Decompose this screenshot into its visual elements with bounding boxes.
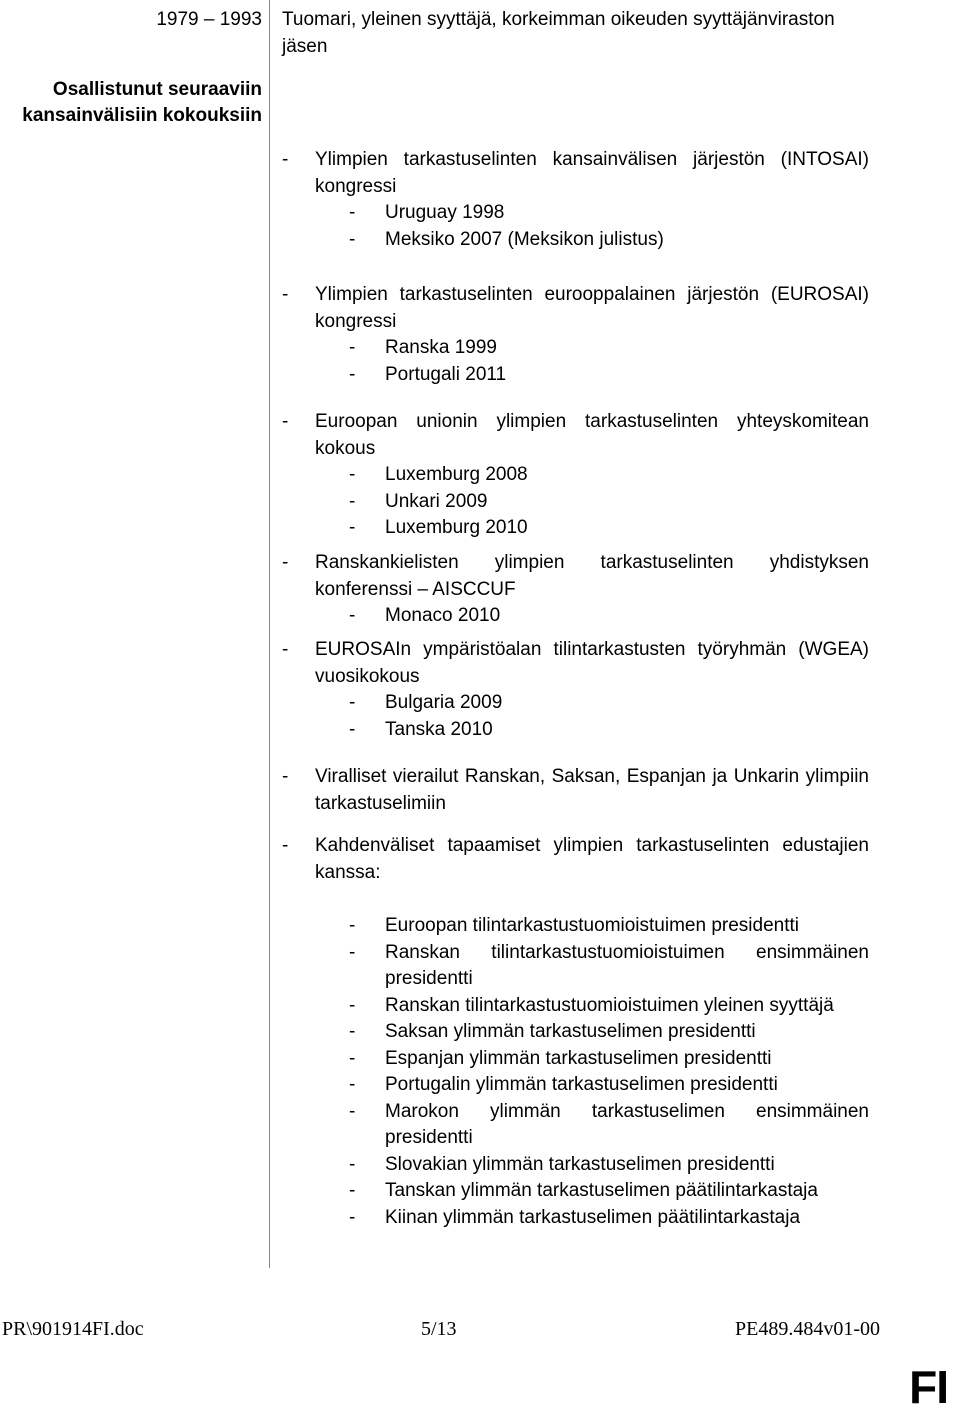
list-item: - Slovakian ylimmän tarkastuselimen presidentti bbox=[282, 1152, 869, 1179]
list-item: - Uruguay 1998 bbox=[282, 200, 869, 227]
footer-page-number: 5/13 bbox=[421, 1318, 457, 1340]
list-item: - Meksiko 2007 (Meksikon julistus) bbox=[282, 227, 869, 254]
meeting-eu-contact-committee bbox=[282, 409, 869, 542]
bilateral-title: - Kahdenväliset tapaamiset ylimpien tarkastuselinten edustajien kanssa: bbox=[282, 833, 869, 886]
list-item: - Tanskan ylimmän tarkastuselimen päätilintarkastaja bbox=[282, 1178, 869, 1205]
bilateral-meetings bbox=[282, 833, 869, 886]
list-item: - Espanjan ylimmän tarkastuselimen presidentti bbox=[282, 1046, 869, 1073]
list-item: - Luxemburg 2010 bbox=[282, 515, 869, 542]
list-item: - Tanska 2010 bbox=[282, 717, 869, 744]
column-divider bbox=[269, 0, 270, 1268]
meeting-eurosai bbox=[282, 282, 869, 388]
visits-text: - Viralliset vierailut Ranskan, Saksan, Espanjan ja Unkarin ylimpiin tarkastuselimiin bbox=[282, 764, 869, 817]
footer-language-code: FI bbox=[909, 1361, 948, 1413]
meeting-title: - Ylimpien tarkastuselinten kansainvälisen järjestön (INTOSAI) kongressi bbox=[282, 147, 869, 200]
meeting-title: - Ranskankielisten ylimpien tarkastuselinten yhdistyksen konferenssi – AISCCUF bbox=[282, 550, 869, 603]
list-item: - Marokon ylimmän tarkastuselimen ensimmäinen presidentti bbox=[282, 1099, 869, 1152]
meeting-title: - Euroopan unionin ylimpien tarkastuselinten yhteyskomitean kokous bbox=[282, 409, 869, 462]
section-heading-line2: kansainvälisiin kokouksiin bbox=[22, 105, 262, 126]
list-item: - Ranskan tilintarkastustuomioistuimen ensimmäinen presidentti bbox=[282, 940, 869, 993]
meeting-title: - EUROSAIn ympäristöalan tilintarkastusten työryhmän (WGEA) vuosikokous bbox=[282, 637, 869, 690]
period-label: 1979 – 1993 bbox=[156, 9, 262, 30]
bilateral-list bbox=[282, 913, 869, 1231]
intro-text: Tuomari, yleinen syyttäjä, korkeimman oikeuden syyttäjänviraston jäsen bbox=[282, 9, 835, 57]
list-item: - Monaco 2010 bbox=[282, 603, 869, 630]
meeting-intosai bbox=[282, 147, 869, 253]
list-item: - Unkari 2009 bbox=[282, 489, 869, 516]
list-item: - Saksan ylimmän tarkastuselimen presidentti bbox=[282, 1019, 869, 1046]
footer-pe-ref: PE489.484v01-00 bbox=[735, 1318, 880, 1340]
footer-doc-ref: PR\901914FI.doc bbox=[2, 1318, 144, 1340]
meeting-wgea bbox=[282, 637, 869, 743]
section-heading-line1: Osallistunut seuraaviin bbox=[52, 79, 262, 100]
section-heading bbox=[0, 77, 262, 129]
list-item: - Kiinan ylimmän tarkastuselimen päätilintarkastaja bbox=[282, 1205, 869, 1232]
list-item: - Euroopan tilintarkastustuomioistuimen presidentti bbox=[282, 913, 869, 940]
list-item: - Bulgaria 2009 bbox=[282, 690, 869, 717]
meeting-title: - Ylimpien tarkastuselinten eurooppalainen järjestön (EUROSAI) kongressi bbox=[282, 282, 869, 335]
list-item: - Portugali 2011 bbox=[282, 362, 869, 389]
list-item: - Ranskan tilintarkastustuomioistuimen yleinen syyttäjä bbox=[282, 993, 869, 1020]
list-item: - Portugalin ylimmän tarkastuselimen presidentti bbox=[282, 1072, 869, 1099]
official-visits bbox=[282, 764, 869, 817]
meeting-aisccuf bbox=[282, 550, 869, 630]
list-item: - Luxemburg 2008 bbox=[282, 462, 869, 489]
list-item: - Ranska 1999 bbox=[282, 335, 869, 362]
